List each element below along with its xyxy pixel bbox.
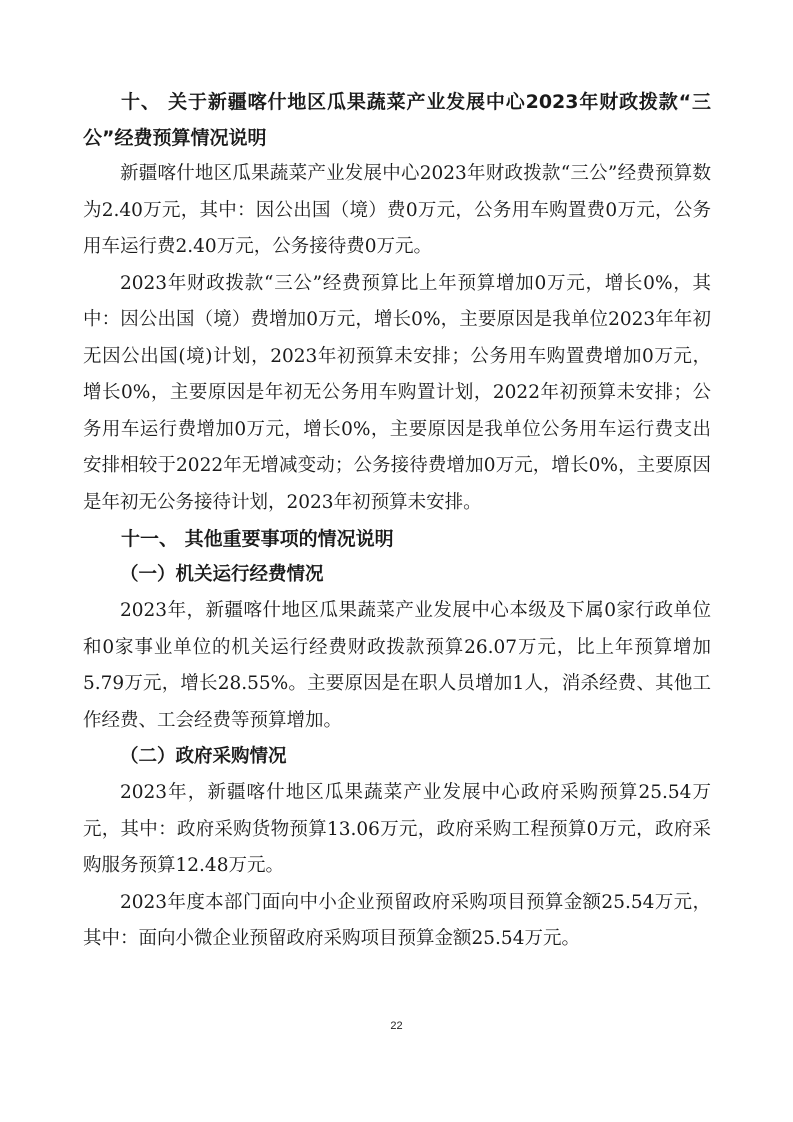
section-10-heading: 十、 关于新疆喀什地区瓜果蔬菜产业发展中心2023年财政拨款“三公”经费预算情况说明 — [83, 91, 711, 149]
page-content — [83, 84, 711, 958]
subsection-2-paragraph-1: 2023年，新疆喀什地区瓜果蔬菜产业发展中心政府采购预算25.54万元，其中：政府采购货物预算13.06万元，政府采购工程预算0万元，政府采购服务预算12.48万元。 — [83, 782, 711, 876]
page-number: 22 — [390, 1020, 403, 1032]
subsection-2-title: （二）政府采购情况 — [120, 746, 287, 767]
section-10-paragraph-2: 2023年财政拨款“三公”经费预算比上年预算增加0万元，增长0%，其中：因公出国（境）费增加0万元，增长0%，主要原因是我单位2023年年初无因公出国(境)计划，2023年初预算未安排；公务用车购置费增加0万元，增长0%，主要原因是年初无公务用车购置计划，2022年初预算未安排；公务用车运行费增加0万元，增长0%，主要原因是我单位公务用车运行费支出安排相较于2022年无增减变动；公务接待费增加0万元，增长0%，主要原因是年初无公务接待计划，2023年初预算未安排。 — [83, 272, 711, 513]
subsection-1-paragraph: 2023年，新疆喀什地区瓜果蔬菜产业发展中心本级及下属0家行政单位和0家事业单位的机关运行经费财政拨款预算26.07万元，比上年预算增加5.79万元，增长28.55%。主要原因是在职人员增加1人，消杀经费、其他工作经费、工会经费等预算增加。 — [83, 600, 711, 731]
section-11-heading: 十一、 其他重要事项的情况说明 — [121, 528, 394, 550]
subsection-2-paragraph-2: 2023年度本部门面向中小企业预留政府采购项目预算金额25.54万元，其中：面向小微企业预留政府采购项目预算金额25.54万元。 — [83, 891, 711, 949]
section-10-paragraph-1: 新疆喀什地区瓜果蔬菜产业发展中心2023年财政拨款“三公”经费预算数为2.40万元，其中：因公出国（境）费0万元，公务用车购置费0万元，公务用车运行费2.40万元，公务接待费0万元。 — [83, 163, 711, 257]
subsection-1-title: （一）机关运行经费情况 — [120, 564, 324, 585]
